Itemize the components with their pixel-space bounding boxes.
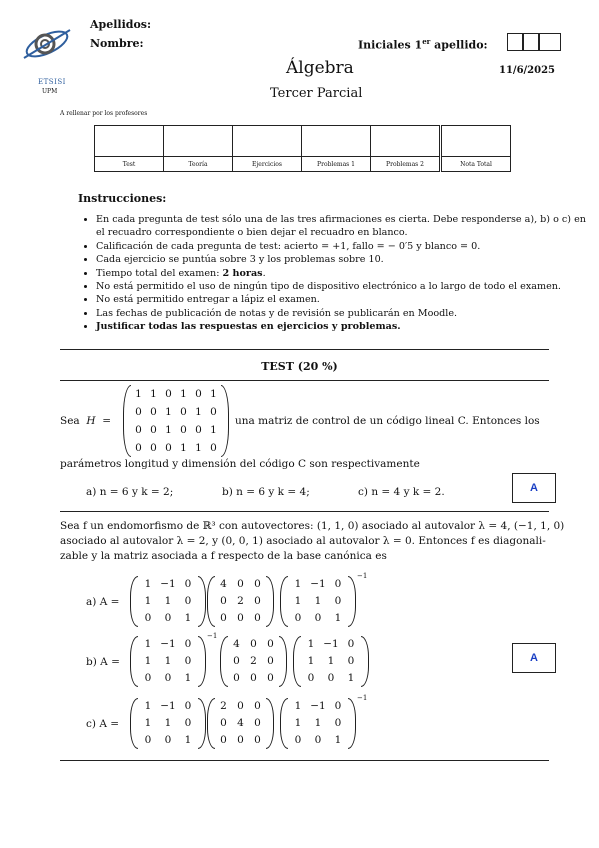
matrix-entry: 0	[267, 638, 274, 650]
matrix-entry: 2	[250, 655, 257, 667]
matrix-entry: 0	[150, 442, 157, 454]
initial-box-1[interactable]	[507, 33, 523, 51]
matrix-p	[130, 698, 206, 749]
matrix-entry: 0	[150, 424, 157, 436]
matrix-d	[207, 698, 274, 749]
instructions-list	[82, 213, 588, 334]
matrix-entry: 0	[220, 595, 227, 607]
grades-table	[94, 125, 511, 172]
matrix-entry: 1	[195, 442, 202, 454]
matrix-entry: 0	[195, 388, 202, 400]
matrix-entry: 1	[314, 595, 322, 607]
matrix-entry: 0	[334, 700, 342, 712]
list-item: • No está permitido entregar a lápiz el examen.	[96, 293, 588, 306]
matrix-p	[280, 576, 356, 627]
divider	[60, 349, 549, 350]
left-paren	[123, 385, 131, 457]
matrix-entry: 2	[220, 700, 227, 712]
matrix-d	[220, 636, 287, 687]
initial-box-2[interactable]	[523, 33, 539, 51]
left-paren	[293, 636, 301, 687]
matrix-entry: 0	[237, 612, 244, 624]
exam-date: 11/6/2025	[499, 65, 556, 76]
matrix-entry: 0	[210, 442, 217, 454]
inverse-exponent: −1	[357, 572, 368, 580]
left-paren	[280, 698, 288, 749]
university-logo	[18, 22, 76, 78]
matrix-entry: 1	[327, 655, 335, 667]
grade-cell-ejercicios	[233, 126, 302, 157]
matrix-entry: 0	[210, 406, 217, 418]
q2-option-c-label: c) A =	[86, 718, 120, 730]
right-paren	[279, 636, 287, 687]
divider	[60, 511, 549, 512]
matrix-entry: −1	[160, 700, 176, 712]
q2-option-b-label: b) A =	[86, 656, 120, 668]
matrix-entry: 0	[184, 595, 192, 607]
matrix-entry: 0	[233, 655, 240, 667]
matrix-entry: 1	[195, 406, 202, 418]
matrix-entry: 4	[220, 578, 227, 590]
left-paren	[130, 576, 138, 627]
matrix-entry: 1	[180, 442, 187, 454]
matrix-entry: 1	[165, 406, 172, 418]
matrix-entry: 0	[267, 655, 274, 667]
left-paren	[207, 576, 215, 627]
matrix-entry: 0	[314, 734, 322, 746]
q2-line2: asociado al autovalor λ = 2, y (0, 0, 1) asociado al autovalor λ = 0. Entonces f es diagonali-	[60, 535, 546, 547]
right-paren	[198, 576, 206, 627]
matrix-entry: 0	[144, 612, 152, 624]
nombre-label: Nombre:	[90, 37, 144, 50]
q1-option-b: b) n = 6 y k = 4;	[222, 486, 310, 498]
matrix-entry: 0	[195, 424, 202, 436]
matrix-entry: 1	[144, 655, 152, 667]
matrix-entry: 0	[180, 406, 187, 418]
matrix-entry: 1	[210, 424, 217, 436]
list-item: • Tiempo total del examen: 2 horas.	[96, 267, 588, 280]
matrix-entry: 0	[327, 672, 335, 684]
grade-label: Test	[95, 157, 164, 172]
apellidos-label: Apellidos:	[90, 18, 152, 31]
left-paren	[130, 698, 138, 749]
matrix-entry: 0	[254, 578, 261, 590]
matrix-p	[130, 636, 206, 687]
matrix-entry: 0	[334, 578, 342, 590]
q2-option-a-label: a) A =	[86, 596, 120, 608]
iniciales-label: Iniciales 1er apellido:	[358, 37, 488, 52]
matrix-entry: 0	[347, 655, 355, 667]
matrix-entry: 1	[210, 388, 217, 400]
matrix-entry: 1	[307, 655, 315, 667]
instructions-heading: Instrucciones:	[78, 192, 167, 205]
matrix-entry: 0	[294, 612, 302, 624]
matrix-entry: 0	[254, 700, 261, 712]
q2-line1: Sea f un endomorfismo de ℝ³ con autovectores: (1, 1, 0) asociado al autovalor λ = 4, (−1, 1, 0)	[60, 520, 565, 532]
matrix-entry: 0	[334, 595, 342, 607]
matrix-entry: 1	[294, 717, 302, 729]
left-paren	[280, 576, 288, 627]
matrix-entry: 0	[314, 612, 322, 624]
matrix-entry: 1	[184, 672, 192, 684]
right-paren	[266, 576, 274, 627]
matrix-entry: 0	[164, 612, 172, 624]
logo-text-upm: UPM	[42, 88, 58, 95]
matrix-entry: 0	[184, 717, 192, 729]
matrix-entry: 0	[237, 734, 244, 746]
matrix-entry: 0	[220, 717, 227, 729]
matrix-entry: 1	[164, 717, 172, 729]
matrix-entry: 0	[184, 638, 192, 650]
matrix-entry: 1	[184, 734, 192, 746]
matrix-entry: 1	[307, 638, 315, 650]
matrix-entry: 0	[254, 595, 261, 607]
matrix-entry: 1	[347, 672, 355, 684]
matrix-entry: 1	[164, 655, 172, 667]
matrix-entry: 0	[164, 672, 172, 684]
grade-label: Teoría	[164, 157, 233, 172]
matrix-entry: 0	[135, 442, 142, 454]
matrix-entry: 0	[220, 612, 227, 624]
matrix-entry: 0	[307, 672, 315, 684]
matrix-entry: 0	[144, 734, 152, 746]
right-paren	[348, 576, 356, 627]
matrix-entry: 0	[135, 406, 142, 418]
matrix-entry: 0	[237, 700, 244, 712]
matrix-entry: 0	[254, 612, 261, 624]
matrix-entry: −1	[323, 638, 339, 650]
initial-box-3[interactable]	[539, 33, 561, 51]
grade-label: Nota Total	[441, 157, 511, 172]
right-paren	[198, 636, 206, 687]
matrix-entry: 1	[135, 388, 142, 400]
q1-line2: parámetros longitud y dimensión del código C son respectivamente	[60, 458, 420, 470]
matrix-p	[293, 636, 369, 687]
q1-answer-box[interactable]: A	[512, 473, 556, 503]
grade-label: Ejercicios	[233, 157, 302, 172]
matrix-entry: 0	[233, 672, 240, 684]
matrix-h	[123, 385, 229, 457]
matrix-p	[280, 698, 356, 749]
matrix-entry: 0	[254, 734, 261, 746]
matrix-entry: 1	[180, 388, 187, 400]
grade-cell-test	[95, 126, 164, 157]
list-item: • No está permitido el uso de ningún tipo de dispositivo electrónico a lo largo de todo el examen.	[96, 280, 588, 293]
inverse-exponent: −1	[357, 694, 368, 702]
matrix-entry: 0	[254, 717, 261, 729]
matrix-entry: 1	[165, 424, 172, 436]
matrix-p	[130, 576, 206, 627]
grades-caption: A rellenar por los profesores	[60, 110, 148, 117]
left-paren	[207, 698, 215, 749]
grade-cell-problemas2	[371, 126, 441, 157]
matrix-entry: 4	[233, 638, 240, 650]
grade-cell-teoria	[164, 126, 233, 157]
grade-label: Problemas 2	[371, 157, 441, 172]
matrix-entry: 0	[165, 442, 172, 454]
matrix-entry: −1	[160, 638, 176, 650]
matrix-entry: 0	[184, 655, 192, 667]
right-paren	[361, 636, 369, 687]
left-paren	[130, 636, 138, 687]
q2-line3: zable y la matriz asociada a f respecto de la base canónica es	[60, 550, 387, 562]
matrix-entry: 0	[150, 406, 157, 418]
matrix-entry: 1	[144, 700, 152, 712]
divider	[60, 380, 549, 381]
q2-answer-box[interactable]: A	[512, 643, 556, 673]
matrix-entry: 0	[164, 734, 172, 746]
matrix-entry: 1	[144, 578, 152, 590]
inverse-exponent: −1	[207, 632, 218, 640]
grade-cell-total	[441, 126, 511, 157]
list-item: • Justificar todas las respuestas en ejercicios y problemas.	[96, 320, 588, 333]
q1-option-a: a) n = 6 y k = 2;	[86, 486, 174, 498]
matrix-d	[207, 576, 274, 627]
matrix-entry: 1	[144, 717, 152, 729]
matrix-entry: 0	[334, 717, 342, 729]
right-paren	[348, 698, 356, 749]
matrix-entry: 0	[220, 734, 227, 746]
matrix-entry: 0	[250, 672, 257, 684]
matrix-entry: 1	[164, 595, 172, 607]
matrix-entry: 0	[184, 700, 192, 712]
list-item: • Cada ejercicio se puntúa sobre 3 y los problemas sobre 10.	[96, 253, 588, 266]
right-paren	[198, 698, 206, 749]
right-paren	[266, 698, 274, 749]
matrix-entry: 4	[237, 717, 244, 729]
logo-text-etsisi: ETSISI	[38, 78, 66, 86]
matrix-entry: −1	[310, 578, 326, 590]
test-heading: TEST (20 %)	[261, 360, 338, 373]
divider	[60, 760, 549, 761]
matrix-entry: 0	[165, 388, 172, 400]
list-item: • Las fechas de publicación de notas y de revisión se publicarán en Moodle.	[96, 307, 588, 320]
matrix-entry: 0	[144, 672, 152, 684]
matrix-entry: 1	[334, 612, 342, 624]
matrix-entry: 1	[144, 638, 152, 650]
matrix-entry: 1	[144, 595, 152, 607]
q1-option-c: c) n = 4 y k = 2.	[358, 486, 445, 498]
matrix-entry: 2	[237, 595, 244, 607]
exam-title: Álgebra	[286, 58, 354, 78]
q1-post: una matriz de control de un código lineal C. Entonces los	[235, 415, 540, 427]
matrix-entry: −1	[160, 578, 176, 590]
matrix-entry: 1	[184, 612, 192, 624]
matrix-entry: −1	[310, 700, 326, 712]
matrix-entry: 1	[294, 578, 302, 590]
matrix-entry: 0	[180, 424, 187, 436]
matrix-entry: 0	[294, 734, 302, 746]
right-paren	[221, 385, 229, 457]
grade-label: Problemas 1	[302, 157, 371, 172]
q1-pre: Sea H =	[60, 415, 112, 427]
exam-subtitle: Tercer Parcial	[270, 86, 363, 101]
list-item: • Calificación de cada pregunta de test: acierto = +1, fallo = − 0′5 y blanco = 0.	[96, 240, 588, 253]
matrix-entry: 0	[135, 424, 142, 436]
matrix-entry: 1	[314, 717, 322, 729]
grade-cell-problemas1	[302, 126, 371, 157]
matrix-entry: 1	[294, 700, 302, 712]
matrix-entry: 1	[150, 388, 157, 400]
left-paren	[220, 636, 228, 687]
matrix-entry: 0	[267, 672, 274, 684]
matrix-entry: 0	[237, 578, 244, 590]
matrix-entry: 1	[334, 734, 342, 746]
matrix-entry: 0	[184, 578, 192, 590]
matrix-entry: 1	[294, 595, 302, 607]
matrix-entry: 0	[250, 638, 257, 650]
matrix-entry: 0	[347, 638, 355, 650]
list-item: • En cada pregunta de test sólo una de las tres afirmaciones es cierta. Debe responderse a), b) o c) en el recuadro correspondiente o bien dejar el recuadro en blanco.	[96, 213, 588, 240]
